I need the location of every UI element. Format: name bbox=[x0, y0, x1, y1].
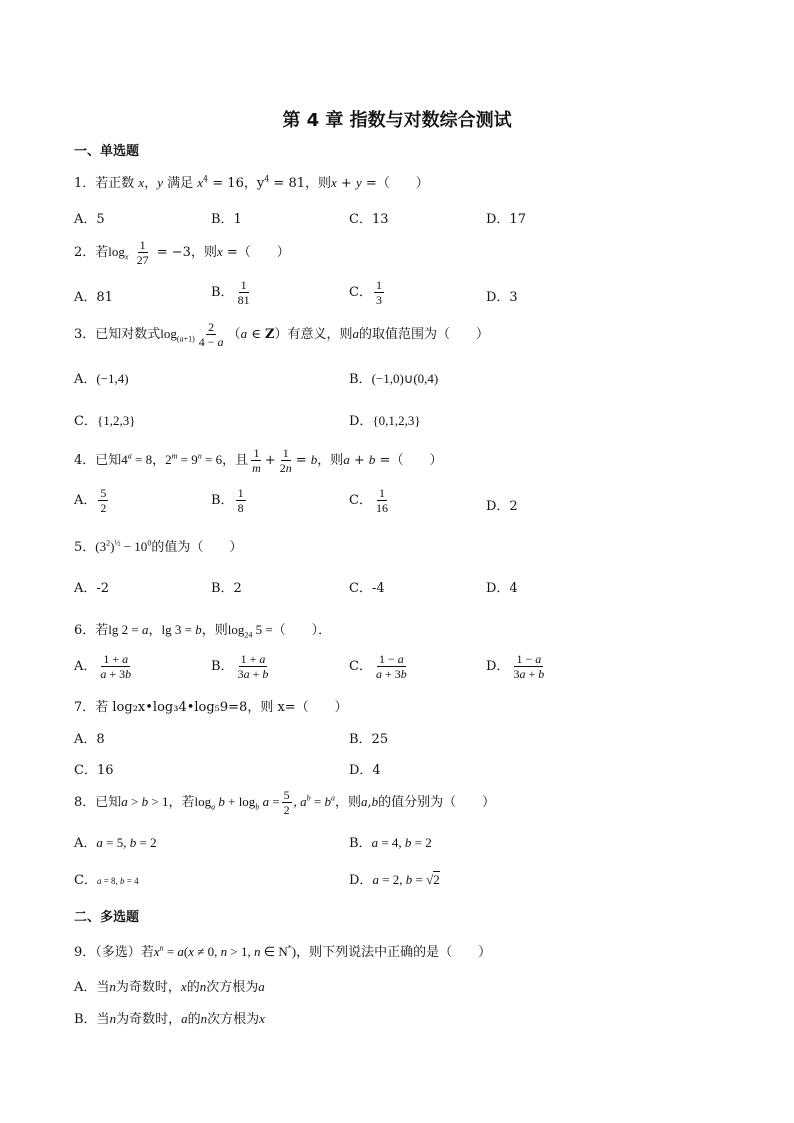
q3-option-b-label: B． bbox=[349, 372, 372, 387]
q9-option-b[interactable]: B．当n为奇数时，a的n次方根为x bbox=[74, 1011, 265, 1027]
q5-option-c[interactable]: C．-4 bbox=[349, 581, 385, 596]
q8-option-b-label: B． bbox=[349, 836, 372, 851]
q3-option-d[interactable]: D．{0,1,2,3} bbox=[349, 413, 421, 429]
q9-option-b-prefix: B．当 bbox=[74, 1012, 110, 1027]
q9-option-a-prefix: A．当 bbox=[74, 980, 110, 995]
q1-option-d[interactable]: D．17 bbox=[486, 212, 526, 227]
q3-option-a-label: A． bbox=[74, 372, 97, 387]
q5-stem-suffix: 的值为（ ） bbox=[151, 540, 243, 555]
q8-option-a[interactable]: A．a = 5, b = 2 bbox=[74, 835, 157, 851]
q8-option-c[interactable]: C．a = 8, b = 4 bbox=[74, 873, 139, 888]
q1-stem-suffix: ，则 bbox=[304, 176, 331, 191]
q8-option-c-label: C． bbox=[74, 873, 97, 888]
q2-option-d[interactable]: D．3 bbox=[486, 290, 518, 305]
q9-option-a-mid: 为奇数时， bbox=[115, 980, 181, 995]
q4-option-b-label: B． bbox=[211, 493, 234, 508]
q3-stem-suffix: 的取值范围为（ ） bbox=[358, 327, 489, 342]
q8-option-d[interactable]: D．a = 2, b = √2 bbox=[349, 872, 440, 888]
q6-option-d-label: D． bbox=[486, 659, 510, 674]
question-8: 8．已知a > b > 1，若$\log_a b + \log_b a$ = $\frac{5}{2}$ , $a^b = b^a$，则a,b的值分别为（ ） bbox=[74, 788, 496, 817]
question-5: 5．$(3^2)^{\frac{1}{2}} - 10^0$的值为（ ） bbox=[74, 538, 243, 555]
q9-stem-suffix: ，则下列说法中正确的是（ ） bbox=[296, 945, 492, 960]
q8-option-d-label: D． bbox=[349, 873, 373, 888]
q7-option-b[interactable]: B．25 bbox=[349, 732, 389, 747]
q4-tail: （ ） bbox=[390, 453, 443, 468]
page-title: 第 4 章 指数与对数综合测试 bbox=[282, 110, 512, 131]
q1-stem-prefix: 1．若正数 bbox=[74, 176, 135, 191]
q8-option-a-label: A． bbox=[74, 836, 97, 851]
q4-option-c[interactable]: C． $\frac{1}{16}$ bbox=[349, 486, 388, 515]
section-heading-multi: 二、多选题 bbox=[74, 910, 140, 925]
q9-stem-prefix: 9．（多选）若 bbox=[74, 945, 154, 960]
question-4: 4．已知$4^a = 8$，$2^m = 9^n = 6$，且 $\frac{1}{m}$ + $\frac{1}{2n}$ = b，则a + b =（ ） bbox=[74, 446, 443, 475]
q9-option-a-suffix: 次方根为 bbox=[206, 980, 259, 995]
q1-option-b[interactable]: B．1 bbox=[211, 212, 242, 227]
q9-option-b-suffix: 次方根为 bbox=[207, 1012, 260, 1027]
q3-option-b[interactable]: B．(−1,0)∪(0,4) bbox=[349, 371, 439, 387]
q2-option-a[interactable]: A．81 bbox=[74, 290, 113, 305]
q6-option-d[interactable]: D． $\frac{1 - a}{3a + b}$ bbox=[486, 652, 545, 681]
q2-option-b[interactable]: B． $\frac{1}{81}$ bbox=[211, 278, 250, 307]
question-9: 9．（多选）若$x^n = a(x \ne 0$, n > 1, n ∈ N*)，则下列说法中正确的是（ ） bbox=[74, 943, 492, 960]
q2-option-c[interactable]: C． $\frac{1}{3}$ bbox=[349, 278, 382, 307]
q4-option-a-label: A． bbox=[74, 493, 97, 508]
question-7: 7．若 log₂x•log₃4•log₅9=8，则 x=（ ） bbox=[74, 700, 348, 715]
q3-option-c-label: C． bbox=[74, 414, 97, 429]
q6-stem-prefix: 6．若 bbox=[74, 623, 109, 638]
q8-tail: 的值分别为（ ） bbox=[378, 795, 496, 810]
question-2: 2．若$\log_x$ $\frac{1}{27}$ = −3，则x =（ ） bbox=[74, 238, 290, 267]
q6-option-c[interactable]: C． $\frac{1 - a}{a + 3b}$ bbox=[349, 652, 407, 681]
q6-option-b[interactable]: B． $\frac{1 + a}{3a + b}$ bbox=[211, 652, 269, 681]
q1-tail: （ ） bbox=[376, 176, 429, 191]
q8-option-b[interactable]: B．a = 4, b = 2 bbox=[349, 835, 432, 851]
q7-option-d[interactable]: D．4 bbox=[349, 763, 381, 778]
q6-option-c-label: C． bbox=[349, 659, 372, 674]
q4-stem-mid: ，且 bbox=[222, 453, 249, 468]
q8-stem-mid: ，若 bbox=[168, 795, 195, 810]
q2-option-c-label: C． bbox=[349, 285, 372, 300]
q1-option-a[interactable]: A．5 bbox=[74, 212, 105, 227]
q6-option-b-label: B． bbox=[211, 659, 234, 674]
q9-option-a-mid2: 的 bbox=[186, 980, 200, 995]
q9-option-a[interactable]: A．当n为奇数时，x的n次方根为a bbox=[74, 979, 265, 995]
q4-option-c-label: C． bbox=[349, 493, 372, 508]
q3-option-d-label: D． bbox=[349, 414, 373, 429]
q6-option-a[interactable]: A． $\frac{1 + a}{a + 3b}$ bbox=[74, 652, 132, 681]
q8-stem-prefix: 8．已知 bbox=[74, 795, 122, 810]
q5-stem-prefix: 5． bbox=[74, 540, 96, 555]
q8-stem-suffix: ，则 bbox=[335, 795, 362, 810]
q6-stem-suffix: ，则 bbox=[201, 623, 228, 638]
q3-stem-mid: 有意义，则 bbox=[287, 327, 353, 342]
question-6: 6．若lg 2 = a，lg 3 = b，则$\log_{24} 5$ =（ ）． bbox=[74, 622, 332, 640]
q2-tail: （ ） bbox=[237, 245, 290, 260]
q5-option-b[interactable]: B．2 bbox=[211, 581, 242, 596]
q2-option-b-label: B． bbox=[211, 285, 234, 300]
q2-stem-suffix: ，则 bbox=[190, 245, 217, 260]
q7-option-c[interactable]: C．16 bbox=[74, 763, 114, 778]
q4-stem-prefix: 4．已知 bbox=[74, 453, 122, 468]
q3-stem-prefix: 3．已知对数式 bbox=[74, 327, 161, 342]
q4-option-a[interactable]: A． $\frac{5}{2}$ bbox=[74, 486, 107, 515]
q5-option-a[interactable]: A．-2 bbox=[74, 581, 110, 596]
q6-option-a-label: A． bbox=[74, 659, 97, 674]
q6-tail: （ ）． bbox=[272, 623, 332, 638]
q1-option-c[interactable]: C．13 bbox=[349, 212, 389, 227]
q2-stem-prefix: 2．若 bbox=[74, 245, 109, 260]
question-3: 3．已知对数式$\log_{(a+1)}$ $\frac{2}{4 - a}$ （a ∈ Z）有意义，则a的取值范围为（ ） bbox=[74, 320, 489, 349]
q4-option-d[interactable]: D．2 bbox=[486, 499, 518, 514]
question-1: 1．若正数 x，y 满足 $x^4 = 16$，$y^4 = 81$，则x + y =（ ） bbox=[74, 174, 429, 191]
q9-option-b-mid2: 的 bbox=[187, 1012, 201, 1027]
q9-option-b-mid: 为奇数时， bbox=[116, 1012, 182, 1027]
q3-option-c[interactable]: C．{1,2,3} bbox=[74, 413, 136, 429]
q4-stem-suffix: ，则 bbox=[317, 453, 344, 468]
q3-option-a[interactable]: A．(−1,4) bbox=[74, 371, 129, 387]
q4-option-b[interactable]: B． $\frac{1}{8}$ bbox=[211, 486, 244, 515]
q5-option-d[interactable]: D．4 bbox=[486, 581, 518, 596]
section-heading-single: 一、单选题 bbox=[74, 144, 140, 159]
q7-option-a[interactable]: A．8 bbox=[74, 732, 105, 747]
